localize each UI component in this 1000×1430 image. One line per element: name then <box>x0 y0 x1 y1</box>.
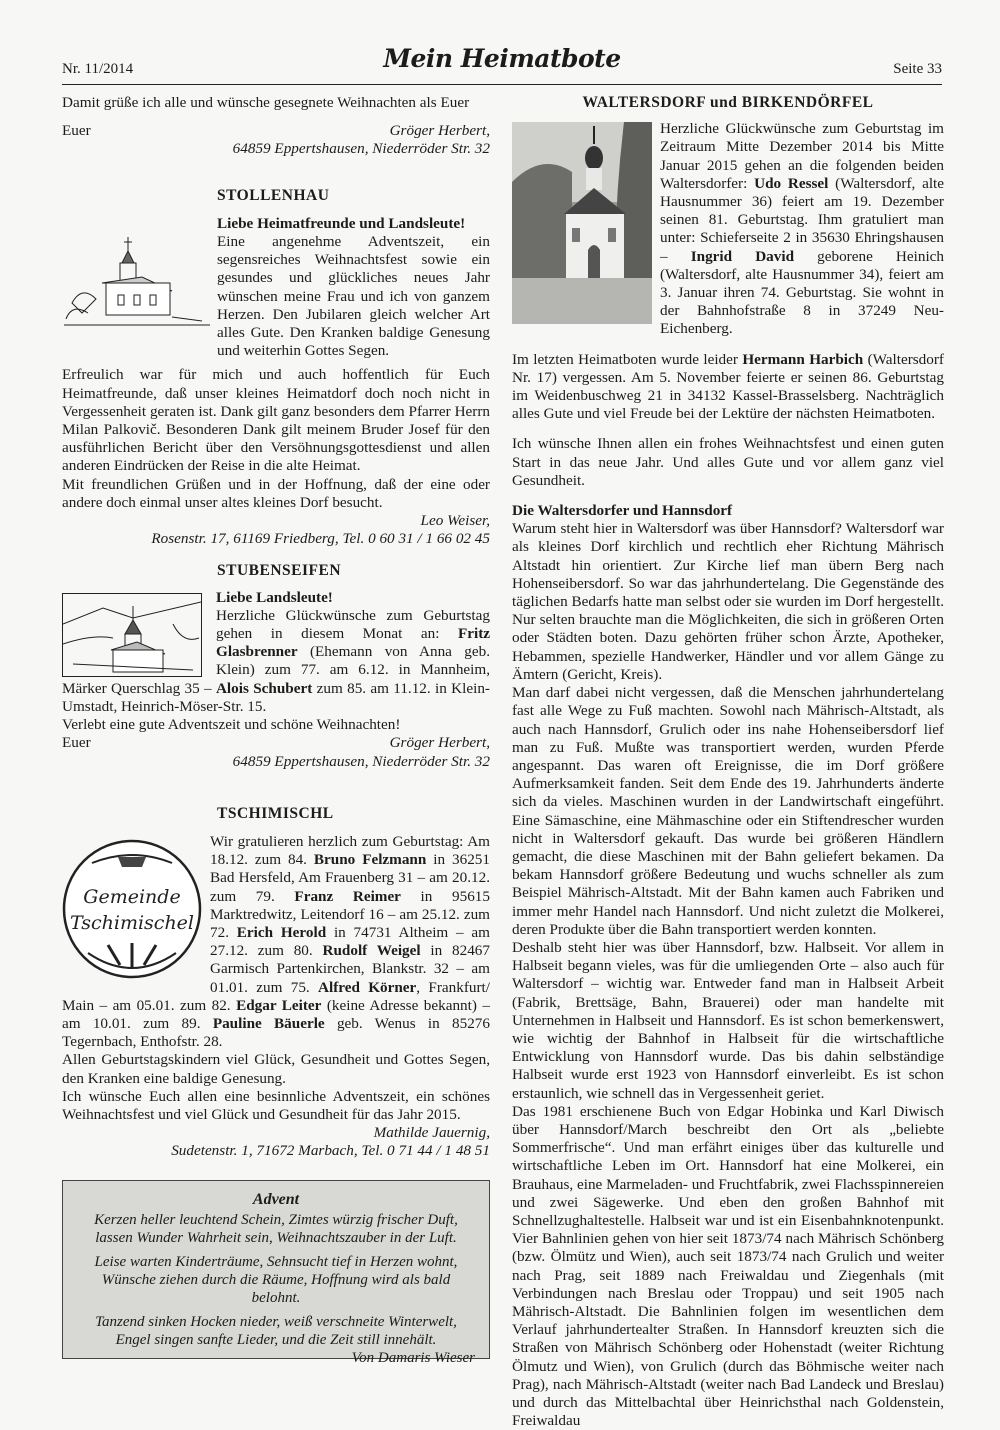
page-number: Seite 33 <box>893 61 942 77</box>
left-column <box>62 94 490 1161</box>
stubenseifen-closing: Verlebt eine gute Adventszeit und schöne Weihnachten! <box>62 716 401 734</box>
stollenhau-sig-name: Leo Weiser, <box>420 512 490 530</box>
tschimischl-closing-1: Allen Geburtstagskindern viel Glück, Gesundheit und Gottes Segen, den Kranken eine baldige Genesung. <box>62 1051 490 1087</box>
advent-poem-box <box>62 1180 490 1366</box>
tschimischl-closing-2: Ich wünsche Euch allen eine besinnliche Adventszeit, ein schönes Weihnachtsfest und viel Glück und Gesundheit für das Jahr 2015. <box>62 1087 490 1123</box>
newspaper-logo: Mein Heimatbote <box>383 44 621 73</box>
right-column <box>512 94 944 1430</box>
celebrant-name: Hermann Harbich <box>742 350 864 368</box>
section-title-stubenseifen: STUBENSEIFEN <box>217 562 342 580</box>
signature-name: Gröger Herbert, <box>389 734 490 752</box>
stubenseifen-body: Herzliche Glückwünsche zum Geburtstag gehen in diesem Monat an: Fritz Glasbrenner (Ehemann von Anna geb. Klein) zum 77. am 6.12. in Mannheim, Märker Querschlag 35 – Alois Schubert zum 85. am 11.12. in Klein-Umstadt, Heinrich-Möser-Str. 15. <box>62 606 490 715</box>
celebrant-name: Rudolf Weigel <box>322 942 421 960</box>
article-paragraph: Warum steht hier in Waltersdorf was über Hannsdorf? Waltersdorf war als kleines Dorf kirchlich und rechtlich eher Richtung Mährisch Altstadt hin orientiert. Zur Kirche lief man übern Berg nach Hohenseibersdorf. So war das jahrhundertelang. Die Gegenstände des täglichen Bedarfs hatte man selbst oder sie wurden im Dorf hergestellt. Nur selten brauchte man die Möglichkeiten, die sich in größeren Orten oder Städten boten. Dazu gehörten früher schon Ärzte, Apotheker, Hebammen, spezielle Handwerker, Händler und vor allem Gänge zu Ämtern (Gericht, Kreis). <box>512 520 945 683</box>
celebrant-name: Fritz Glasbrenner <box>216 625 490 661</box>
celebrant-name: Erich Herold <box>236 923 327 941</box>
celebrant-name: Alfred Körner <box>318 978 417 996</box>
celebrant-name: Alois Schubert <box>215 679 313 697</box>
page-header <box>62 44 942 85</box>
waltersdorf-birthdays: Herzliche Glückwünsche zum Geburtstag im Zeitraum Mitte Dezember 2014 bis Mitte Januar 2015 gehen an die folgenden beiden Waltersdorfer: Udo Ressel (Waltersdorf, alte Hausnummer 36) feiert am 19. Dezember seinen 81. Geburtstag. Ihm gratuliert man unter: Schieferseite 2 in 35630 Ehringshausen – Ingrid David geborene Heinich (Waltersdorf, alte Hausnummer 34), feiert am 3. Januar ihren 74. Geburtstag. Sie wohnt in der Bahnhofstraße 8 in 37249 Neu-Eichenberg. <box>660 120 945 338</box>
stubenseifen-greeting: Liebe Landsleute! <box>216 588 333 606</box>
poem-author: Von Damaris Wieser <box>351 1350 475 1366</box>
section-title-tschimischl: TSCHIMISCHL <box>217 804 334 822</box>
celebrant-name: Udo Ressel <box>754 174 829 192</box>
celebrant-name: Pauline Bäuerle <box>212 1014 325 1032</box>
signature-address: 64859 Eppertshausen, Niederröder Str. 32 <box>232 140 490 158</box>
signature-address: 64859 Eppertshausen, Niederröder Str. 32 <box>232 752 490 770</box>
stollenhau-paragraph: Erfreulich war für mich und auch hoffentlich für Euch Heimatfreunde, daß unser kleines Heimatdorf doch noch nicht in Vergessenheit geraten ist. Dank gilt ganz besonders dem Pfarrer Herrn Milan Palkovič. Besonderen Dank gilt meinem Bruder Josef für den ausführlichen Bericht über den Versöhnungsgottesdienst und allen anderen Eindrücken der Reise in die alte Heimat. <box>62 366 490 475</box>
chapel-drawing-icon <box>62 233 212 333</box>
celebrant-name: Ingrid David <box>690 247 795 265</box>
article-paragraph: Das 1981 erschienene Buch von Edgar Hobinka und Karl Diwisch über Hannsdorf/March beschreibt den Ort als „beliebte Sommerfrische“. Und man erfährt einiges über das kulturelle und wirtschaftliche Leben im Ort. Hannsdorf hat eine Molkerei, ein Brauhaus, eine Marmeladen- und Fruchtfabrik, zwei Flachsspinnereien und zwei Sägewerke. Und eben den großen Bahnhof mit Schnellzughaltestelle. Halbseit war und ist ein Eisenbahnknotenpunkt. Vier Bahnlinien gehen von hier seit 1873/74 nach Mährisch Schönberg (bzw. Ölmütz und Wien), auch seit 1873/74 nach Grulich und weiter nach Prag, seit 1889 nach Freiwaldau und Ziegenhals (mit Verbindungen nach Breslau oder Troppau) und seit 1905 nach Mährisch-Altstadt. Die Bahnlinien folgen im wesentlichen dem Verlauf jahrhundertealter Straßen. In Hannsdorf kreuzten sich die Straßen von Mährisch Schönberg oder Hohenstadt (weiter Richtung Ölmutz und Wien), von Grulich (durch das Böhmische weiter nach Prag), nach Mährisch-Altstadt (weiter nach Bad Landeck und Breslau) und durch das Mittelbachtal über Heinrichsthal nach Goldenstein, Freiwaldau <box>512 1102 944 1430</box>
tschimischl-body: Wir gratulieren herzlich zum Geburtstag: Am 18.12. zum 84. Bruno Felzmann in 36251 Bad Hersfeld, Am Frauenberg 31 – am 20.12. zum 79. Franz Reimer in 95615 Marktredwitz, Leitendorf 16 – am 25.12. zum 72. Erich Herold in 74731 Altheim – am 27.12. zum 80. Rudolf Weigel in 82467 Garmisch Partenkirchen, Blankstr. 32 – am 01.01. zum 75. Alfred Körner, Frankfurt/ Main – am 05.01. zum 82. Edgar Leiter (keine Adresse bekannt) – am 10.01. zum 89. Pauline Bäuerle geb. Wenus in 85276 Tegernbach, Enthofstr. 28. <box>62 832 490 1051</box>
signature-block <box>62 734 490 752</box>
municipal-seal-icon <box>58 833 206 983</box>
poem-title: Advent <box>252 1191 300 1208</box>
poem-stanza-2: Leise warten Kinderträume, Sehnsucht tief in Herzen wohnt, Wünsche ziehen durch die Räume, Hoffnung wird als bald belohnt. <box>94 1254 458 1306</box>
stollenhau-body: Eine angenehme Adventszeit, ein segensreiches Weihnachtsfest sowie ein gesundes und glückliches neues Jahr wünschen meine Frau und ich von ganzem Herzen. Den Jubilaren gleich welcher Art alles Gute. Den Kranken baldige Genesung und weiterhin Gottes Segen. <box>217 233 490 360</box>
seal-text-1: Gemeinde <box>83 885 181 908</box>
section-title-waltersdorf: WALTERSDORF und BIRKENDÖRFEL <box>582 94 874 111</box>
stollenhau-greeting: Liebe Heimatfreunde und Landsleute! <box>217 214 466 232</box>
signature-euer: Euer <box>62 122 91 140</box>
celebrant-name: Bruno Felzmann <box>313 851 427 869</box>
poem-stanza-3: Tanzend sinken Hocken nieder, weiß verschneite Winterwelt, Engel singen sanfte Lieder, und die Zeit still innehält. <box>95 1314 457 1348</box>
celebrant-name: Edgar Leiter <box>236 996 322 1014</box>
issue-number: Nr. 11/2014 <box>62 61 134 77</box>
waltersdorf-forgotten: Im letzten Heimatboten wurde leider Hermann Harbich (Waltersdorf Nr. 17) vergessen. Am 5. November feierte er seinen 86. Geburtstag im Weidenbuschweg 21 in 34132 Kassel-Brasselsberg. Nachträglich alles Gute und viel Freude bei der Lektüre der nächsten Heimatboten. <box>512 350 944 423</box>
signature-euer: Euer <box>62 734 91 752</box>
section-title-stollenhau: STOLLENHAU <box>217 186 330 204</box>
article-paragraph: Deshalb steht hier was über Hannsdorf, bzw. Halbseit. Vor allem in Halbseit begann vieles, was für die umliegenden Orte – also auch für Waltersdorf – wichtig war. Entweder fand man in Halbseit Arbeit (Fabrik, Brettsäge, Bahn, Brauerei) oder man handelte mit Unternehmen in Halbseit und Hannsdorf. Es ist schon bemerkenswert, wie wichtig der Bahnhof in Halbseit für die wirtschaftliche Entwicklung von Hannsdorf wurde. Das bis dahin selbständige Halbseit wurde erst 1923 von Hannsdorf einverleibt. Es ist schon erstaunlich, wie schnell das in Vergessenheit geriet. <box>512 938 944 1102</box>
seal-text-2: Tschimischel <box>69 911 195 934</box>
village-church-drawing-icon <box>62 593 202 677</box>
chapel-photo <box>512 122 652 324</box>
tschimischl-sig-address: Sudetenstr. 1, 71672 Marbach, Tel. 0 71 44 / 1 48 51 <box>171 1142 490 1160</box>
poem-stanza-1: Kerzen heller leuchtend Schein, Zimtes würzig frischer Duft, lassen Wunder Wahrheit sein, Weihnachtszauber in der Luft. <box>94 1212 458 1246</box>
celebrant-name: Franz Reimer <box>294 887 401 905</box>
stollenhau-sig-address: Rosenstr. 17, 61169 Friedberg, Tel. 0 60 31 / 1 66 02 45 <box>151 530 490 548</box>
waltersdorf-wishes: Ich wünsche Ihnen allen ein frohes Weihnachtsfest und einen guten Start in das neue Jahr. Und alles Gute und vor allem ganz viel Gesundheit. <box>512 435 944 489</box>
stollenhau-closing: Mit freundlichen Grüßen und in der Hoffnung, daß der eine oder andere doch einmal unser altes kleines Dorf besucht. <box>62 475 490 511</box>
article-subheading: Die Waltersdorfer und Hannsdorf <box>512 502 733 520</box>
signature-name: Gröger Herbert, <box>389 122 490 140</box>
intro-text: Damit grüße ich alle und wünsche gesegnete Weihnachten als Euer <box>62 94 470 111</box>
article-paragraph: Man darf dabei nicht vergessen, daß die Menschen jahrhundertelang fast alle Wege zu Fuß machten. Sowohl nach Mährisch-Altstadt, als auch nach Hannsdorf, Grulich oder ins nahe Hohenseibersdorf lief man zu Fuß. Mußte was transportiert werden, wurden Pferde angespannt. Das waren oft Ereignisse, die im Dorf größere Aufmerksamkeit fanden. Seit dem Ende des 19. Jahrhunderts änderte sich da vieles. Maschinen wurden in der Landwirtschaft eingeführt. Eine Sämaschine, eine Mähmaschine oder ein Stiftendrescher wurden nicht in Waltersdorf gekauft. Das wurde bei größeren Händlern gemacht, die diese Maschinen mit der Bahn geliefert bekamen. Da bekam Hannsdorf größere Bedeutung und wuchs schneller als zum Beispiel Mährisch-Altstadt. Mit der Bahn kamen auch Fabriken und immer mehr Handel nach Hannsdorf. Und nicht zuletzt die Molkerei, deren Produkte über die Bahn transportiert werden konnten. <box>512 684 944 938</box>
signature-block <box>62 122 490 140</box>
tschimischl-sig-name: Mathilde Jauernig, <box>373 1124 490 1142</box>
stubenseifen-intro: Herzliche Glückwünsche zum Geburtstag gehen in diesem Monat an: <box>216 606 490 643</box>
